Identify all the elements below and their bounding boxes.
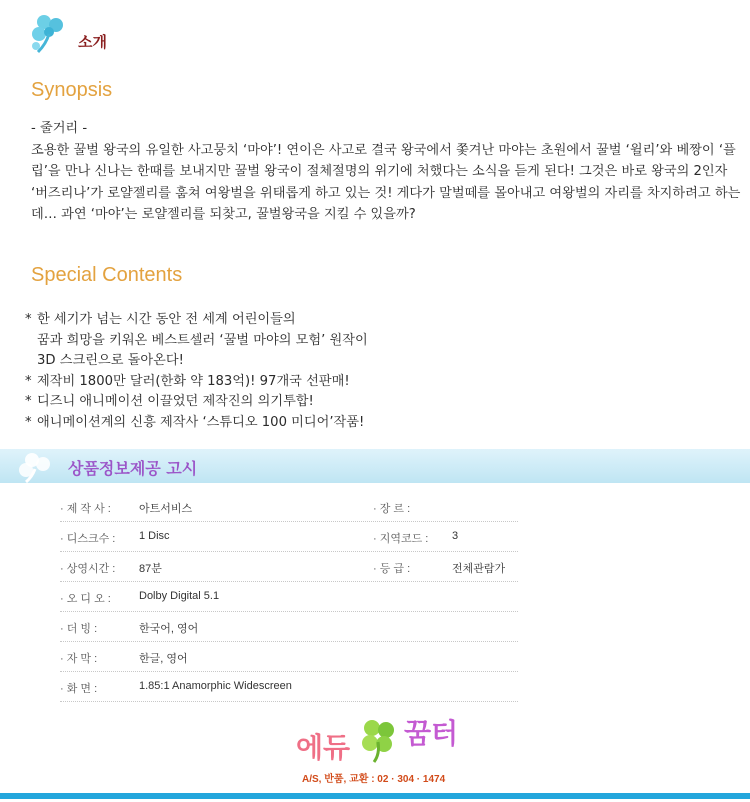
info-key: · 상영시간 : (60, 563, 116, 575)
bullet-mark: * (25, 414, 32, 430)
table-row (60, 642, 518, 672)
info-value: Dolby Digital 5.1 (139, 590, 220, 602)
clover-icon (28, 12, 72, 56)
info-value: 아트서비스 (139, 503, 193, 515)
info-key: · 등 급 : (373, 563, 411, 575)
product-info-table (60, 492, 518, 702)
bottom-divider (0, 793, 750, 799)
special-heading: Special Contents (31, 264, 183, 286)
table-row (60, 492, 518, 522)
bullet-mark: * (25, 312, 32, 327)
info-value: 3 (452, 530, 459, 542)
list-item (25, 310, 368, 331)
list-item-text: 꿈과 희망을 키워온 베스트셀러 ‘꿀벌 마야의 모험’ 원작이 (37, 332, 368, 348)
table-row (60, 552, 518, 582)
logo-right-text: 꿈터 (404, 717, 459, 750)
bullet-mark: * (25, 373, 32, 389)
bullet-mark: * (25, 394, 32, 410)
info-key: · 더 빙 : (60, 623, 98, 635)
logo-left-text: 에듀 (296, 731, 351, 764)
synopsis-subheading: - 줄거리 - (31, 121, 88, 136)
list-item-text: 디즈니 애니메이션 이끌었던 제작진의 의기투합! (37, 394, 314, 410)
footer-logo (296, 712, 466, 768)
info-key: · 제 작 사 : (60, 503, 111, 515)
clover-icon (14, 451, 58, 483)
list-item-text: 제작비 1800만 달러(한화 약 183억)! 97개국 선판매! (37, 373, 350, 389)
info-key: · 디스크수 : (60, 533, 116, 545)
table-row (60, 582, 518, 612)
synopsis-text (31, 118, 741, 226)
clover-icon (356, 716, 402, 764)
info-key: · 화 면 : (60, 683, 98, 695)
info-key: · 장 르 : (373, 503, 411, 515)
synopsis-heading: Synopsis (31, 79, 113, 101)
info-key: · 오 디 오 : (60, 593, 111, 605)
product-info-title: 상품정보제공 고시 (68, 459, 198, 478)
list-item (25, 413, 368, 434)
info-value: 1.85:1 Anamorphic Widescreen (139, 680, 292, 692)
section-label: 소개 (78, 32, 107, 51)
info-value: 한글, 영어 (139, 653, 188, 665)
table-row (60, 612, 518, 642)
contact-text: A/S, 반품, 교환 : 02 · 304 · 1474 (302, 774, 446, 785)
info-key: · 자 막 : (60, 653, 98, 665)
list-item-text: 3D 스크린으로 돌아온다! (37, 353, 184, 369)
table-row (60, 672, 518, 702)
info-key: · 지역코드 : (373, 533, 429, 545)
special-list (25, 310, 368, 434)
section-header (28, 12, 107, 56)
info-value: 한국어, 영어 (139, 623, 199, 635)
list-item (25, 372, 368, 393)
list-item-text: 한 세기가 넘는 시간 동안 전 세계 어린이들의 (37, 312, 296, 327)
product-info-bar (0, 449, 750, 483)
info-value: 87분 (139, 563, 162, 575)
info-value: 전체관람가 (452, 563, 506, 575)
table-row (60, 522, 518, 552)
info-value: 1 Disc (139, 530, 170, 542)
list-item-text: 애니메이션계의 신흥 제작사 ‘스튜디오 100 미디어’작품! (37, 414, 365, 430)
list-item (25, 392, 368, 413)
synopsis-paragraph: 조용한 꿀벌 왕국의 유일한 사고뭉치 ‘마야’! 연이은 사고로 결국 왕국에서 쫓겨난 마야는 초원에서 꿀벌 ‘윌리’와 베짱이 ‘플립’을 만나 신나는 한때를 보내지만 꿀벌 왕국이 절체절명의 위기에 처했다는 소식을 듣게 된다! 그것은 바로 왕국의 2인자 ‘버즈리나’가 로얄젤리를 훔쳐 여왕벌을 위태롭게 하고 있는 것! 게다가 말벌떼를 몰아내고 여왕벌의 자리를 차지하려고 하는데… 과연 ‘마야’는 로얄젤리를 되찾고, 꿀벌왕국을 지킬 수 있을까? (31, 142, 741, 222)
